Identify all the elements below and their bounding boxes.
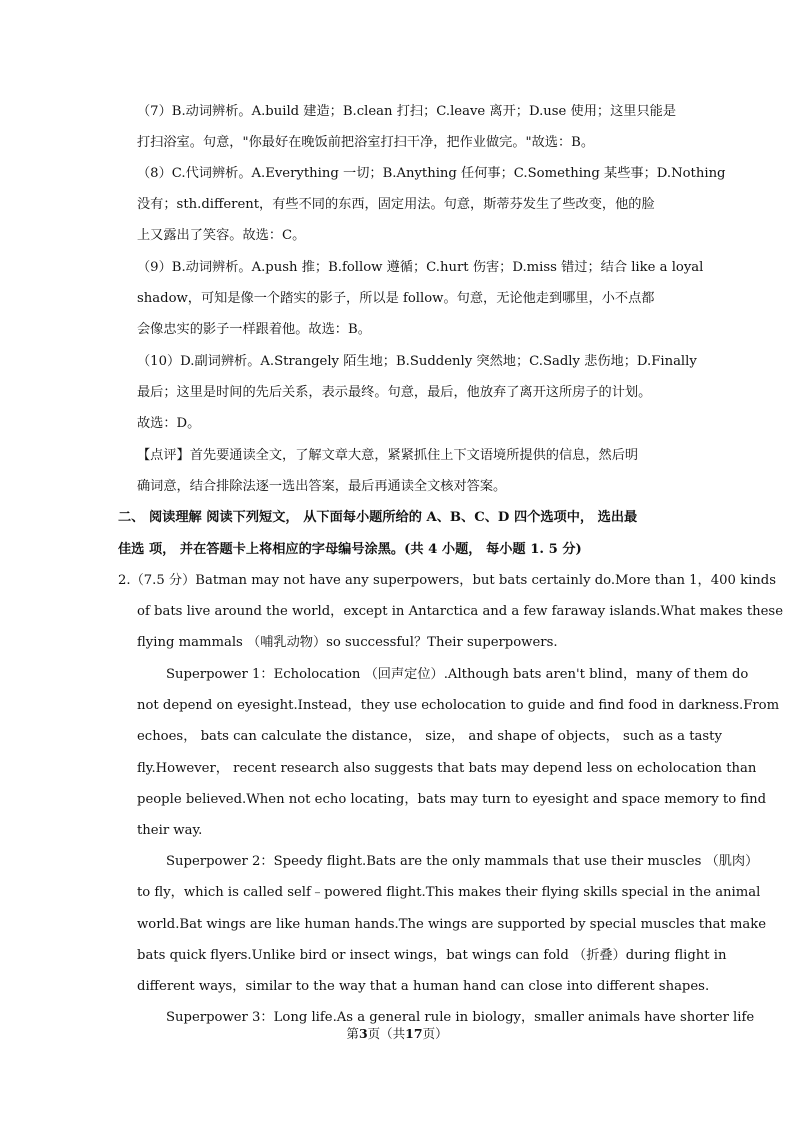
passage-p2-line-1: Superpower 2：Speedy flight.Bats are the only mammals that use their muscles （肌肉） xyxy=(166,854,759,869)
page-footer xyxy=(0,1025,794,1043)
section-two-heading-line-1: 二、 阅读理解 阅读下列短文， 从下面每小题所给的 A、B、C、D 四个选项中， 选出最 xyxy=(118,510,638,525)
passage-p1-line-6: their way. xyxy=(137,823,203,838)
passage-p1-line-2: not depend on eyesight.Instead，they use echolocation to guide and find food in darkness.From xyxy=(137,698,780,713)
footer-suffix: 页） xyxy=(422,1026,448,1041)
passage-intro-line-3: flying mammals （哺乳动物）so successful？Their superpowers. xyxy=(137,635,558,650)
passage-p3-line-1: Superpower 3：Long life.As a general rule in biology，smaller animals have shorter life xyxy=(166,1010,755,1025)
passage-p1-line-5: people believed.When not echo locating，bats may turn to eyesight and space memory to find xyxy=(137,792,767,807)
answer-q10-line-3: 故选：D。 xyxy=(137,416,201,431)
answer-q10-line-1: （10）D.副词辨析。A.Strangely 陌生地；B.Suddenly 突然地；C.Sadly 悲伤地；D.Finally xyxy=(137,354,697,369)
answer-q9-line-1: （9）B.动词辨析。A.push 推；B.follow 遵循；C.hurt 伤害；D.miss 错过；结合 like a loyal xyxy=(137,260,704,275)
comment-line-2: 确词意，结合排除法逐一选出答案，最后再通读全文核对答案。 xyxy=(137,479,507,494)
answer-q9-line-2: shadow，可知是像一个踏实的影子，所以是 follow。句意，无论他走到哪里，小不点都 xyxy=(137,291,655,306)
comment-line-1: 【点评】首先要通读全文，了解文章大意，紧紧抓住上下文语境所提供的信息，然后明 xyxy=(137,448,639,463)
footer-prefix: 第 xyxy=(346,1026,359,1041)
passage-p2-line-3: world.Bat wings are like human hands.The wings are supported by special muscles that make xyxy=(137,917,767,932)
footer-middle: 页（共 xyxy=(367,1026,406,1041)
passage-intro-line-2: of bats live around the world，except in Antarctica and a few faraway islands.What makes these xyxy=(137,604,784,619)
passage-intro-line-1: 2.（7.5 分）Batman may not have any superpowers，but bats certainly do.More than 1，400 kinds xyxy=(118,573,776,588)
passage-p2-line-2: to fly，which is called self﹣powered flight.This makes their flying skills special in the animal xyxy=(137,885,761,900)
passage-p1-line-4: fly.However， recent research also suggests that bats may depend less on echolocation than xyxy=(137,761,757,776)
passage-p1-line-3: echoes， bats can calculate the distance， size， and shape of objects， such as a tasty xyxy=(137,729,722,744)
answer-q8-line-2: 没有；sth.different，有些不同的东西，固定用法。句意，斯蒂芬发生了些改变，他的脸 xyxy=(137,197,655,212)
passage-p1-line-1: Superpower 1：Echolocation （回声定位）.Although bats aren't blind，many of them do xyxy=(166,667,749,682)
section-two-heading-line-2: 佳选 项， 并在答题卡上将相应的字母编号涂黑。(共 4 小题， 每小题 1. 5 分) xyxy=(118,542,582,557)
answer-q7-line-1: （7）B.动词辨析。A.build 建造；B.clean 打扫；C.leave 离开；D.use 使用；这里只能是 xyxy=(137,104,677,119)
passage-p2-line-5: different ways，similar to the way that a human hand can close into different shapes. xyxy=(137,979,710,994)
answer-q8-line-1: （8）C.代词辨析。A.Everything 一切；B.Anything 任何事；C.Something 某些事；D.Nothing xyxy=(137,166,726,181)
footer-page-number: 3 xyxy=(358,1026,368,1041)
footer-total-pages: 17 xyxy=(405,1026,423,1041)
passage-p2-line-4: bats quick flyers.Unlike bird or insect wings，bat wings can fold （折叠）during flight in xyxy=(137,948,727,963)
answer-q7-line-2: 打扫浴室。句意，"你最好在晚饭前把浴室打扫干净，把作业做完。"故选：B。 xyxy=(137,135,595,150)
answer-q9-line-3: 会像忠实的影子一样跟着他。故选：B。 xyxy=(137,322,371,337)
answer-q10-line-2: 最后；这里是时间的先后关系，表示最终。句意，最后，他放弃了离开这所房子的计划。 xyxy=(137,385,652,400)
answer-q8-line-3: 上又露出了笑容。故选：C。 xyxy=(137,228,306,243)
